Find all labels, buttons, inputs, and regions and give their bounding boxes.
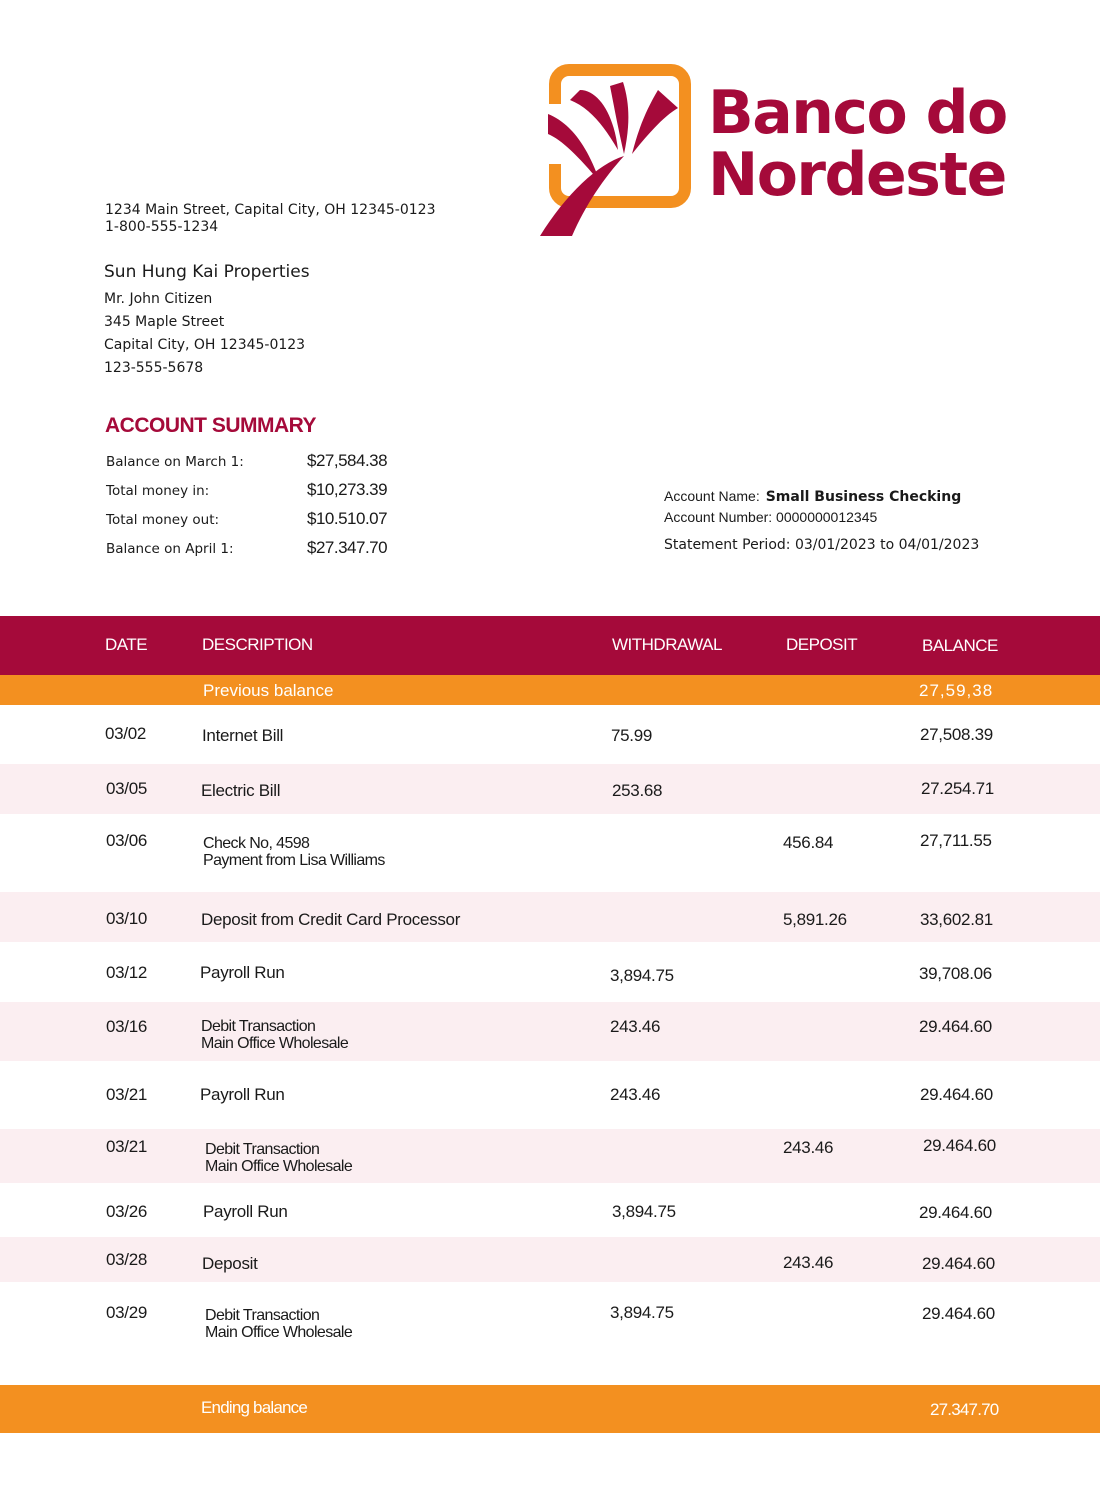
row-withdrawal: 75.99 [611, 726, 653, 745]
row-withdrawal: 3,894.75 [612, 1202, 676, 1221]
bank-name-line2: Nordeste [708, 140, 1006, 210]
row-description: Payroll Run [200, 963, 285, 982]
summary-value: $27.347.70 [307, 538, 388, 557]
table-row [0, 1061, 1100, 1129]
table-row [0, 764, 1100, 814]
header-withdrawal: WITHDRAWAL [612, 635, 722, 654]
row-withdrawal: 253.68 [612, 781, 663, 800]
bank-phone: 1-800-555-1234 [105, 219, 219, 235]
row-balance: 27,508.39 [920, 725, 993, 744]
row-description: Deposit [202, 1254, 258, 1273]
row-balance: 39,708.06 [919, 964, 992, 983]
summary-value: $10.510.07 [307, 509, 388, 528]
row-balance: 27,711.55 [920, 831, 992, 850]
row-description: Payroll Run [200, 1085, 285, 1104]
summary-row [106, 448, 426, 477]
row-description: Debit Transaction [205, 1307, 320, 1324]
header-deposit: DEPOSIT [786, 635, 858, 654]
summary-label: Total money out: [106, 512, 220, 528]
row-deposit: 5,891.26 [783, 910, 847, 929]
header-balance: BALANCE [922, 636, 998, 655]
row-balance: 29.464.60 [922, 1254, 995, 1273]
row-balance: 29.464.60 [919, 1203, 992, 1222]
ending-balance-value: 27.347.70 [930, 1400, 999, 1419]
previous-balance-value: 27,59,38 [919, 681, 994, 700]
summary-label: Balance on March 1: [106, 454, 244, 470]
account-number: Account Number: 0000000012345 [664, 509, 878, 525]
row-description: Debit Transaction [201, 1018, 316, 1035]
row-date: 03/12 [106, 963, 148, 982]
account-name-value: Small Business Checking [765, 489, 962, 505]
table-row [0, 705, 1100, 764]
account-name-label: Account Name: [664, 488, 760, 504]
account-info [664, 488, 979, 553]
table-row [0, 892, 1100, 942]
bank-address: 1234 Main Street, Capital City, OH 12345-0123 [105, 202, 436, 218]
ending-balance-label: Ending balance [201, 1398, 308, 1417]
ending-balance-row [0, 1385, 1100, 1433]
row-description: Electric Bill [201, 781, 281, 800]
row-date: 03/05 [106, 779, 148, 798]
summary-label: Total money in: [106, 483, 210, 499]
row-balance: 29.464.60 [919, 1017, 992, 1036]
account-summary [106, 448, 426, 564]
customer-street: 345 Maple Street [104, 314, 225, 330]
bank-name-line1: Banco do [708, 78, 1007, 148]
customer-name: Mr. John Citizen [104, 291, 213, 307]
table-row [0, 1002, 1100, 1061]
statement-period: Statement Period: 03/01/2023 to 04/01/2023 [664, 537, 980, 553]
row-deposit: 243.46 [783, 1138, 834, 1157]
summary-row [106, 535, 426, 564]
row-date: 03/02 [105, 724, 147, 743]
row-balance: 29.464.60 [922, 1304, 995, 1323]
row-description: Check No, 4598 [203, 835, 310, 852]
bank-contact [105, 202, 435, 236]
palm-tree-icon [538, 64, 698, 236]
row-date: 03/28 [106, 1250, 148, 1269]
row-balance: 27.254.71 [921, 779, 994, 798]
row-description-detail: Main Office Wholesale [205, 1158, 353, 1175]
summary-row [106, 477, 426, 506]
row-deposit: 456.84 [783, 833, 834, 852]
customer-block [104, 262, 310, 380]
customer-company: Sun Hung Kai Properties [104, 262, 310, 282]
row-balance: 29.464.60 [923, 1136, 996, 1155]
summary-title: ACCOUNT SUMMARY [105, 414, 317, 437]
row-deposit: 243.46 [783, 1253, 834, 1272]
previous-balance-label: Previous balance [203, 681, 334, 700]
row-date: 03/29 [106, 1303, 148, 1322]
previous-balance-row [0, 675, 1100, 705]
row-description-detail: Main Office Wholesale [201, 1035, 349, 1052]
table-header [0, 616, 1100, 675]
table-row [0, 814, 1100, 892]
row-withdrawal: 3,894.75 [610, 966, 674, 985]
row-balance: 33,602.81 [920, 910, 993, 929]
table-row [0, 1129, 1100, 1183]
row-description-detail: Payment from Lisa Williams [203, 852, 385, 869]
row-description: Deposit from Credit Card Processor [201, 910, 461, 929]
customer-phone: 123-555-5678 [104, 360, 204, 376]
row-description: Internet Bill [202, 726, 284, 745]
summary-value: $10,273.39 [307, 480, 388, 499]
row-date: 03/16 [106, 1017, 148, 1036]
bank-logo [538, 64, 1007, 236]
row-description-detail: Main Office Wholesale [205, 1324, 353, 1341]
row-date: 03/21 [106, 1085, 148, 1104]
header-date: DATE [105, 635, 148, 654]
table-row [0, 1237, 1100, 1282]
row-description: Debit Transaction [205, 1141, 320, 1158]
account-name-line [664, 488, 979, 505]
row-date: 03/06 [106, 831, 148, 850]
table-row [0, 1282, 1100, 1385]
summary-value: $27,584.38 [307, 451, 388, 470]
row-balance: 29.464.60 [920, 1085, 993, 1104]
summary-row [106, 506, 426, 535]
row-description: Payroll Run [203, 1202, 288, 1221]
summary-label: Balance on April 1: [106, 541, 234, 557]
customer-city: Capital City, OH 12345-0123 [104, 337, 306, 353]
row-date: 03/10 [106, 909, 148, 928]
row-withdrawal: 243.46 [610, 1085, 661, 1104]
header-description: DESCRIPTION [202, 635, 313, 654]
table-row [0, 1183, 1100, 1237]
table-row [0, 942, 1100, 1002]
row-withdrawal: 3,894.75 [610, 1303, 674, 1322]
row-withdrawal: 243.46 [610, 1017, 661, 1036]
row-date: 03/26 [106, 1202, 148, 1221]
row-date: 03/21 [106, 1137, 148, 1156]
